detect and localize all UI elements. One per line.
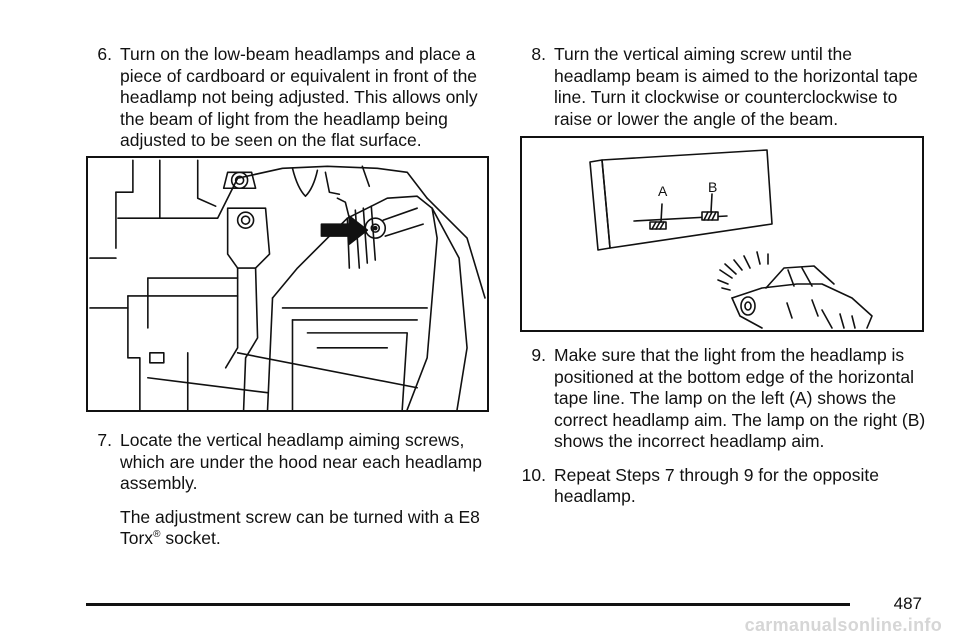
right-column [520,44,930,130]
step-number: 9. [531,345,546,365]
left-column [86,44,491,152]
adjustment-note [120,507,491,550]
step-6 [86,44,491,152]
step-number: 10. [521,464,546,485]
note-text: The adjustment screw can be turned with a E8 Torx [120,506,480,548]
step-text: Make sure that the light from the headlamp is positioned at the bottom edge of the horizontal tape line. The lamp on the left (A) shows the correct headlamp aim. The lamp on the right (B) shows the incorrect headlamp aim. [554,345,926,451]
headlamp-aim-wall-illustration [520,136,924,332]
step-number: 8. [531,44,546,64]
right-column-lower [520,345,930,508]
note-text-end: socket. [165,528,221,548]
step-text: Repeat Steps 7 through 9 for the opposite headlamp. [554,464,879,506]
label-a: A [658,183,668,199]
step-text: Turn the vertical aiming screw until the headlamp beam is aimed to the horizontal tape line. Turn it clockwise or counterclockwise to raise or lower the angle of the beam. [554,44,918,129]
step-text: Turn on the low-beam headlamps and place a piece of cardboard or equivalent in front of the headlamp not being adjusted. This allows only the beam of light from the headlamp being adjusted to be seen on the flat surface. [120,44,478,150]
registered-mark: ® [153,529,161,541]
step-text: Locate the vertical headlamp aiming screws, which are under the hood near each headlamp assembly. [120,430,482,493]
page-number: 487 [893,594,922,613]
step-9 [520,345,930,453]
step-8 [520,44,930,130]
headlamp-aiming-screw-illustration [86,156,489,412]
step-number: 6. [97,44,112,64]
left-column-lower [86,430,491,550]
step-7 [86,430,491,495]
step-10 [520,465,930,508]
watermark: carmanualsonline.info [744,615,942,635]
footer-rule [86,603,850,606]
step-number: 7. [97,430,112,450]
label-b: B [708,179,718,195]
